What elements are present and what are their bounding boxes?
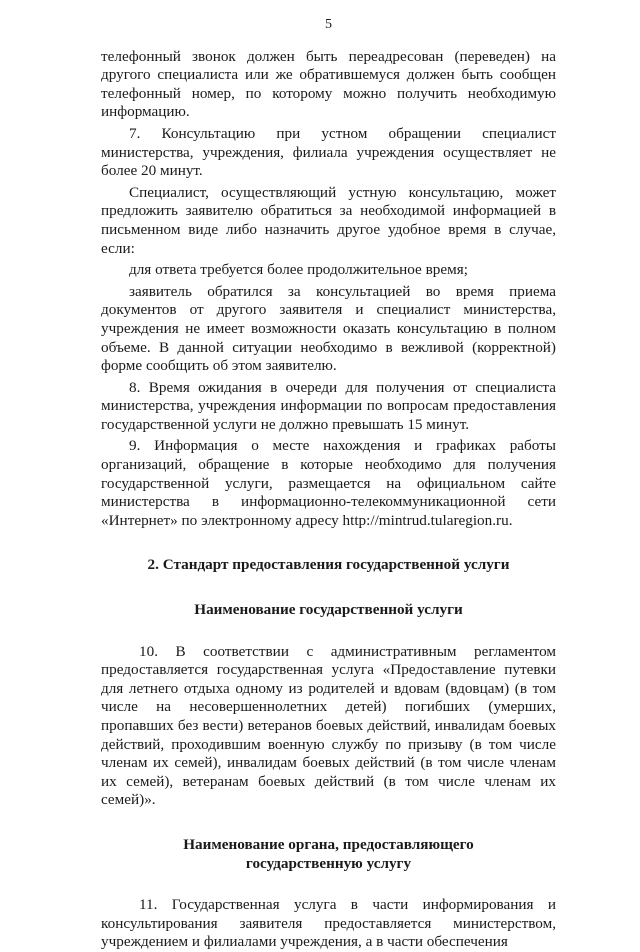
subsection-title-service-name: Наименование государственной услуги	[194, 601, 463, 619]
subsection-title-line1: Наименование органа, предоставляющего	[183, 835, 474, 853]
list-item-busy: заявитель обратился за консультацией во время приема документов от другого заявителя и специалист министерства, учреждения не имеет возможности оказать консультацию в полном объеме. В данной ситуации необходимо в вежливой (корректной) форме сообщить об этом заявителю.	[101, 282, 556, 375]
paragraph-consultation: Специалист, осуществляющий устную консультацию, может предложить заявителю обратиться за необходимой информацией в письменном виде либо назначить другое удобное время в случае, если:	[101, 183, 556, 257]
paragraph-9: 9. Информация о месте нахождения и графиках работы организаций, обращение в которые необходимо для получения государственной услуги, размещается на официальном сайте министерства в информационно-телекоммуникационной сети «Интернет» по электронному адресу http://mintrud.tularegion.ru.	[101, 437, 556, 529]
paragraph-7: 7. Консультацию при устном обращении специалист министерства, учреждения, филиала учреждения осуществляет не более 20 минут.	[101, 124, 556, 180]
paragraph-8: 8. Время ожидания в очереди для получения от специалиста министерства, учреждения информации по вопросам предоставления государственной услуги не должно превышать 15 минут.	[101, 378, 556, 433]
paragraph-10: 10. В соответствии с административным регламентом предоставляется государственная услуга «Предоставление путевки для летнего отдыха одному из родителей и вдовам (вдовцам) (в том числе на несовершеннолетних детей) погибших (умерших, пропавших без вести) ветеранов боевых действий, инвалидам боевых действий, проходившим военную службу по призыву (в том числе членам их семей), инвалидам боевых действий (в том числе членам их семей), ветеранам боевых действий (в том числе членам их семей)».	[101, 642, 556, 809]
paragraph-11: 11. Государственная услуга в части информирования и консультирования заявителя предоставляется министерством, учреждением и филиалами учреждения, а в части обеспечения	[101, 896, 556, 951]
subsection-title-authority	[101, 836, 556, 873]
paragraph-continuation: телефонный звонок должен быть переадресован (переведен) на другого специалиста или же обратившемуся должен быть сообщен телефонный номер, по которому можно получить необходимую информацию.	[101, 47, 556, 121]
list-item-longer-time: для ответа требуется более продолжительное время;	[129, 261, 468, 279]
page-number: 5	[325, 17, 332, 32]
section-title: 2. Стандарт предоставления государственной услуги	[147, 556, 510, 574]
subsection-title-line2: государственную услугу	[245, 854, 412, 872]
